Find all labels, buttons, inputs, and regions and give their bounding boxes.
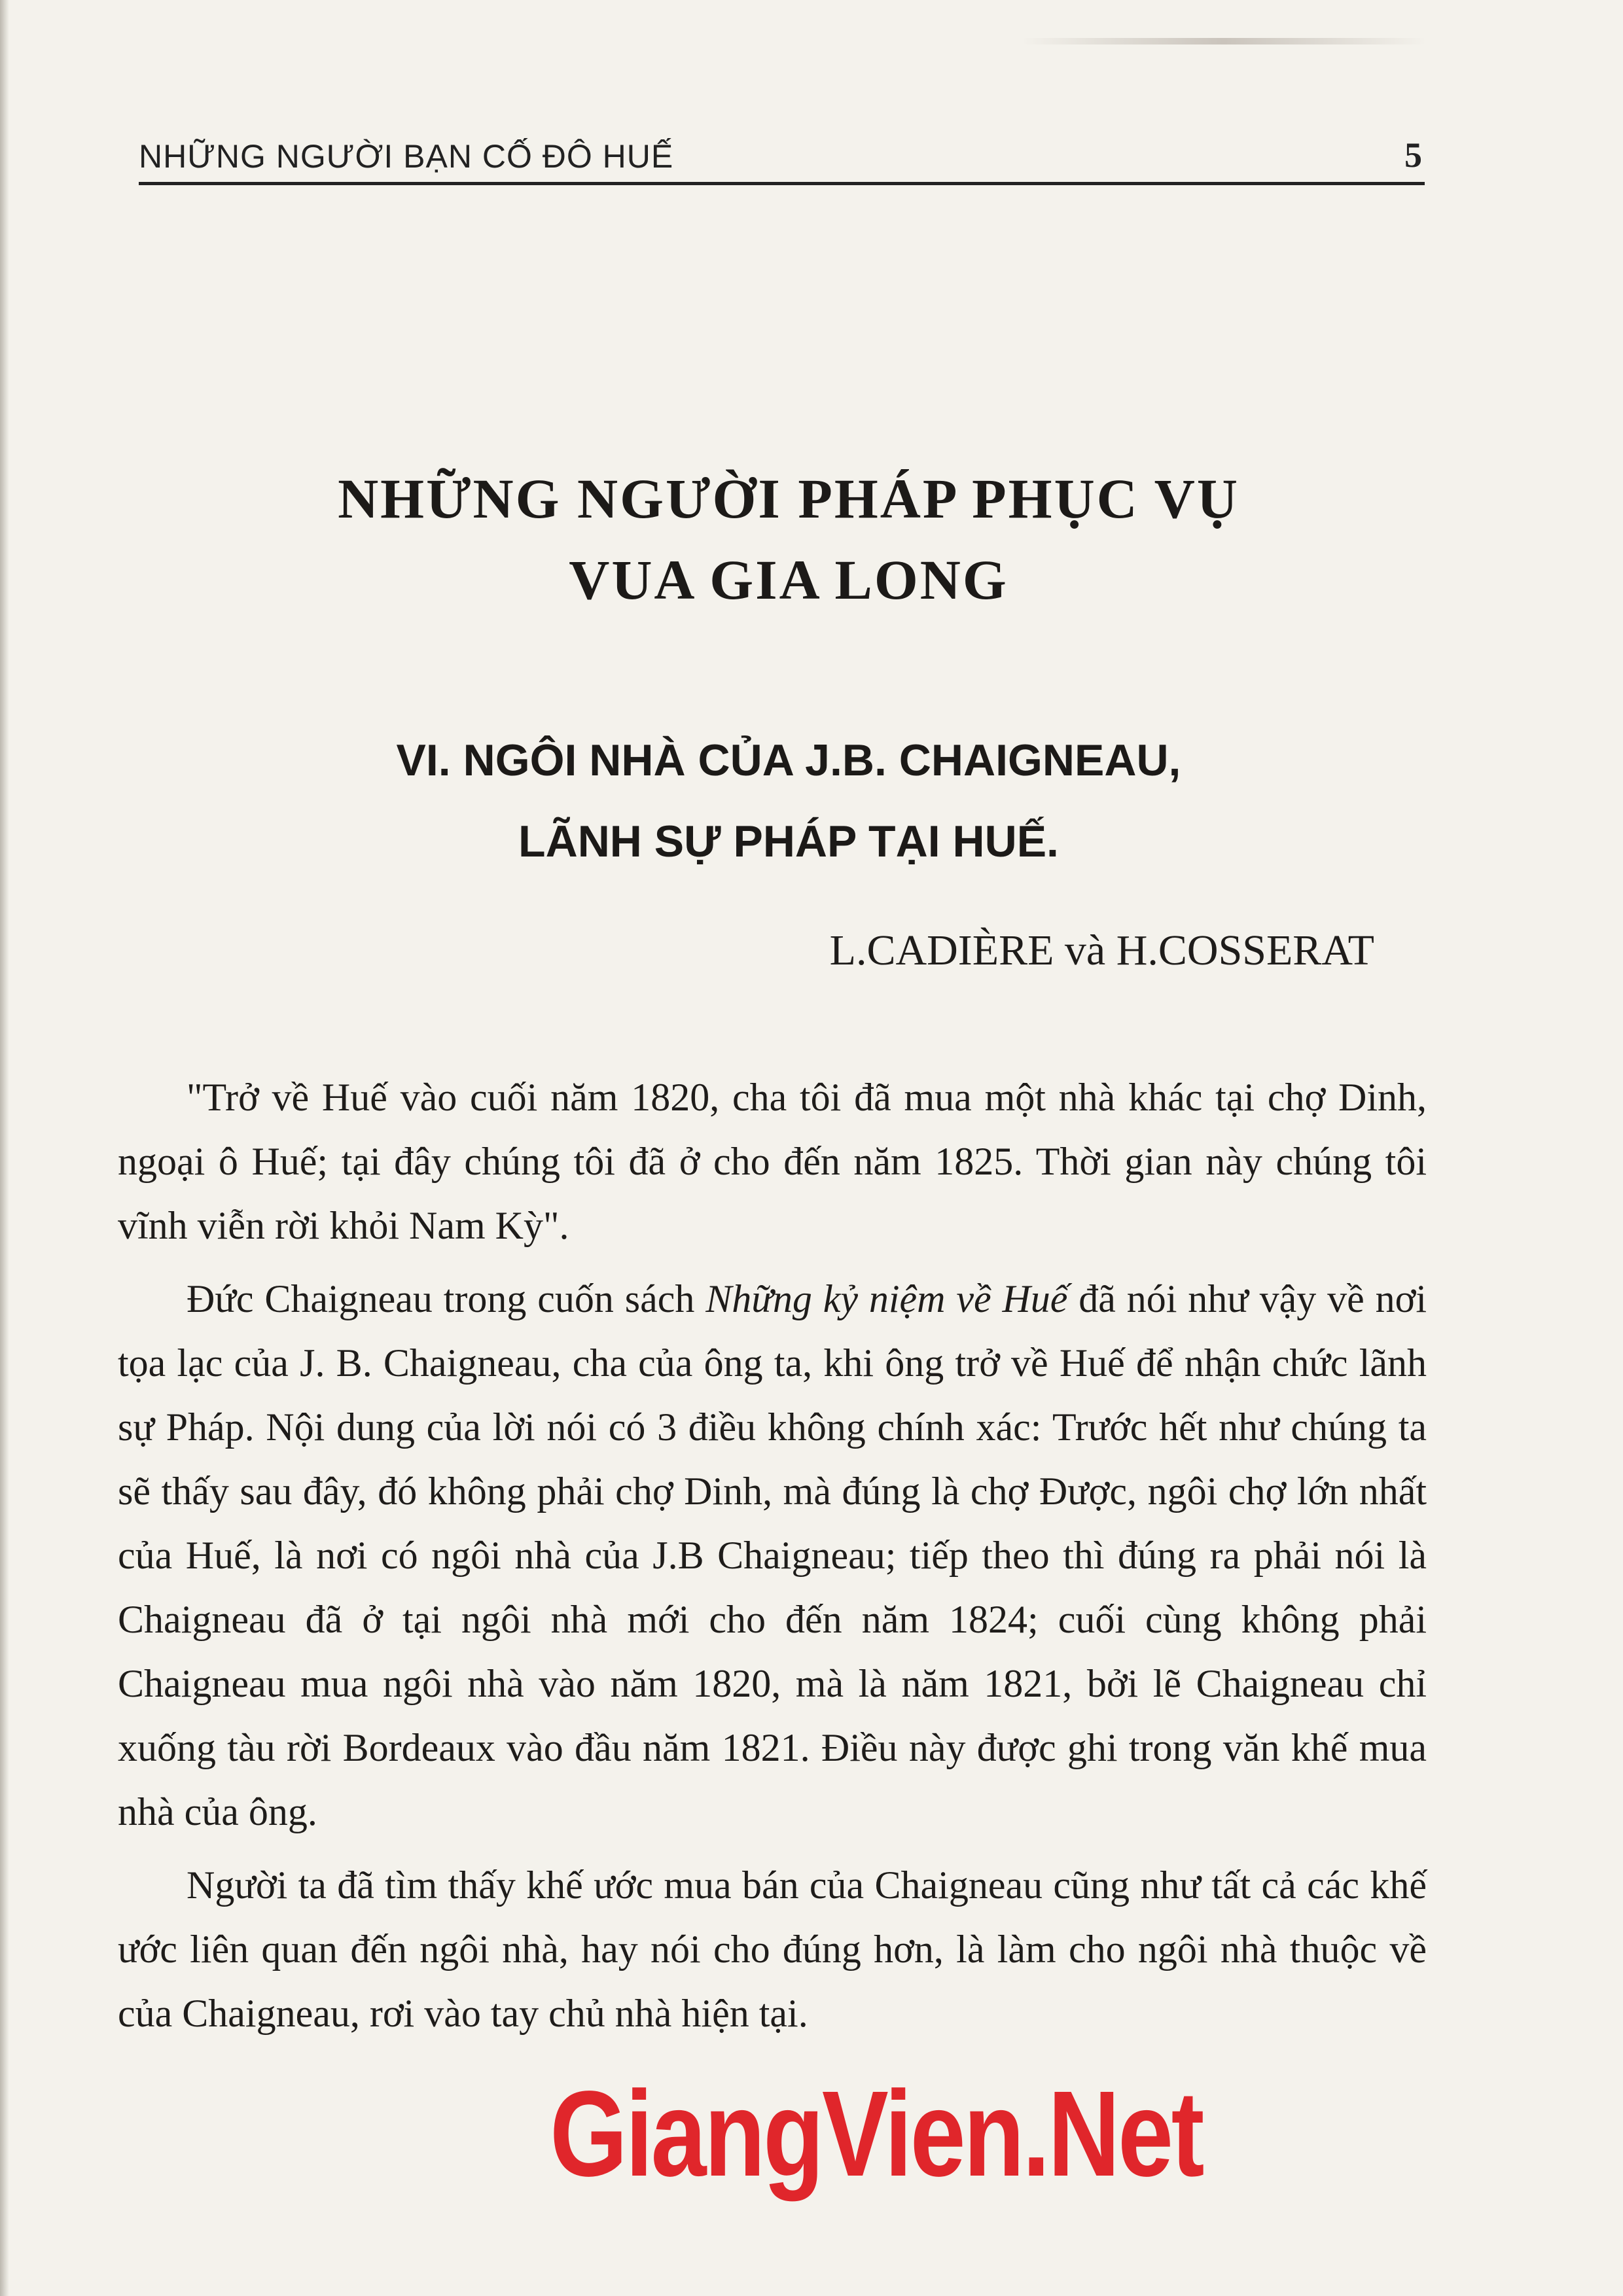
paragraph-2-rest: đã nói như vậy về nơi tọa lạc của J. B. Chaigneau, cha của ông ta, khi ông trở về Huế để nhận chức lãnh sự Pháp. Nội dung của lời nói có 3 điều không chính xác: Trước hết như chúng ta sẽ thấy sau đây, đó không phải chợ Dinh, mà đúng là chợ Được, ngôi chợ lớn nhất của Huế, là nơi có ngôi nhà của J.B Chaigneau; tiếp theo thì đúng ra phải nói là Chaigneau đã ở tại ngôi nhà mới cho đến năm 1824; cuối cùng không phải Chaigneau mua ngôi nhà vào năm 1820, mà là năm 1821, bởi lẽ Chaigneau chỉ xuống tàu rời Bordeaux vào đầu năm 1821. Điều này được ghi trong văn khế mua nhà của ông. <box>118 1277 1427 1833</box>
chapter-title <box>196 458 1381 620</box>
book-title: Những kỷ niệm về Huế <box>705 1277 1068 1320</box>
author-byline: L.CADIÈRE và H.COSSERAT <box>829 927 1374 974</box>
running-header <box>139 136 1425 185</box>
chapter-title-line-2: VUA GIA LONG <box>569 548 1008 611</box>
body-text <box>118 1065 1427 2055</box>
running-title: NHỮNG NGƯỜI BẠN CỐ ĐÔ HUẾ <box>139 138 674 175</box>
section-title-line-2: LÃNH SỰ PHÁP TẠI HUẾ. <box>518 817 1059 866</box>
paragraph-3: Người ta đã tìm thấy khế ước mua bán của Chaigneau cũng như tất cả các khế ước liên quan đến ngôi nhà, hay nói cho đúng hơn, là làm cho ngôi nhà thuộc về của Chaigneau, rơi vào tay chủ nhà hiện tại. <box>118 1863 1427 2035</box>
page-number: 5 <box>1404 135 1422 175</box>
chapter-title-line-1: NHỮNG NGƯỜI PHÁP PHỤC VỤ <box>338 467 1240 530</box>
section-title <box>196 720 1381 882</box>
page-edge-shadow <box>0 0 9 2296</box>
paragraph-2-lead: Đức Chaigneau trong cuốn sách <box>187 1277 706 1320</box>
paragraph-2 <box>118 1267 1427 1844</box>
watermark-logo: GiangVien.Net <box>550 2066 1203 2202</box>
section-title-line-1: VI. NGÔI NHÀ CỦA J.B. CHAIGNEAU, <box>396 735 1181 785</box>
paragraph-1: "Trở về Huế vào cuối năm 1820, cha tôi đã mua một nhà khác tại chợ Dinh, ngoại ô Huế; tại đây chúng tôi đã ở cho đến năm 1825. Thời gian này chúng tôi vĩnh viễn rời khỏi Nam Kỳ". <box>118 1076 1427 1247</box>
scan-smudge <box>1021 38 1427 44</box>
